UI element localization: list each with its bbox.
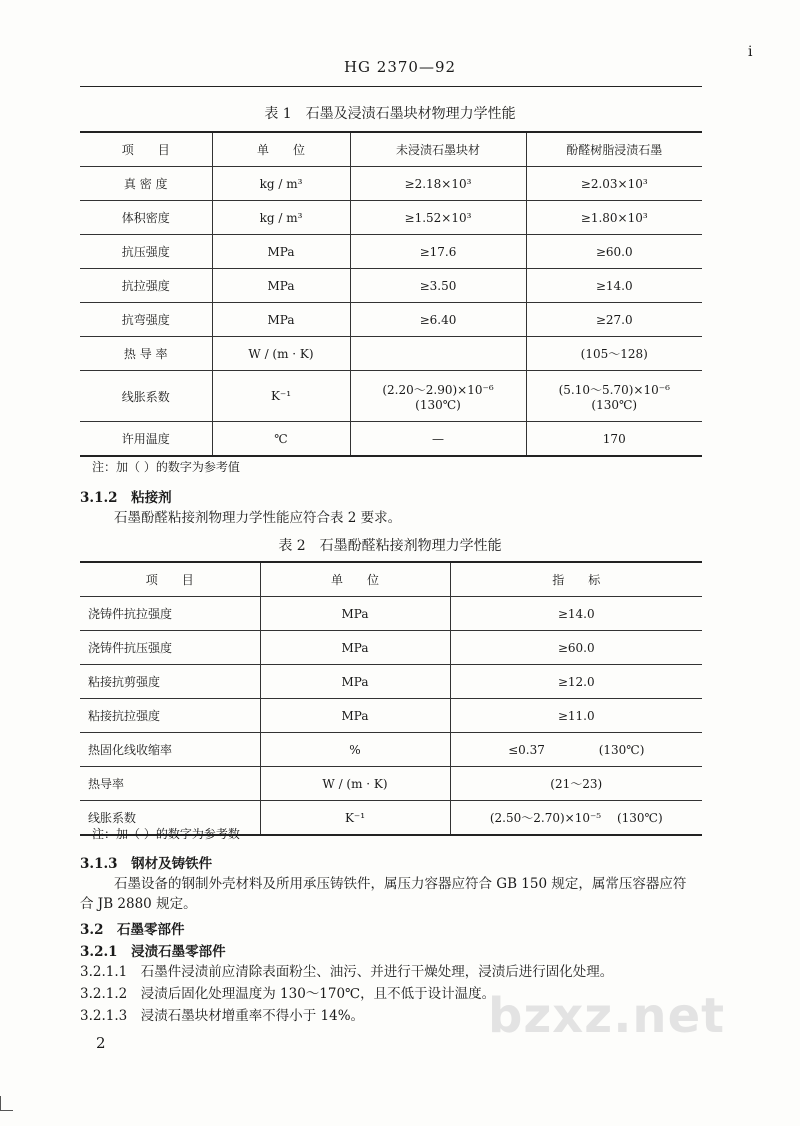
- row-value-b: ≥1.80×10³: [526, 201, 702, 235]
- row-unit: kg / m³: [212, 201, 350, 235]
- row-unit: K⁻¹: [260, 801, 450, 836]
- row-value-b: ≥2.03×10³: [526, 167, 702, 201]
- table1-col-raw: 未浸渍石墨块材: [350, 132, 526, 167]
- row-value-a: ≥17.6: [350, 235, 526, 269]
- row-value: ≥11.0: [450, 699, 702, 733]
- table-row: [80, 269, 702, 303]
- row-item: 浇铸件抗压强度: [80, 631, 260, 665]
- row-item: 抗压强度: [80, 235, 212, 269]
- value-condition: (130℃): [415, 397, 461, 412]
- clause-3-2-1-3: 3.2.1.3 浸渍石墨块材增重率不得小于 14%。: [80, 1008, 365, 1024]
- clause-3-2-1-1: 3.2.1.1 石墨件浸渍前应清除表面粉尘、油污、并进行干燥处理，浸渍后进行固化处理。: [80, 964, 614, 980]
- value-range: (2.20～2.90)×10⁻⁶: [382, 382, 494, 397]
- row-unit: MPa: [260, 631, 450, 665]
- section-3-1-2-text: 石墨酚醛粘接剂物理力学性能应符合表 2 要求。: [114, 510, 402, 526]
- row-item: 热导率: [80, 767, 260, 801]
- row-value: (21～23): [450, 767, 702, 801]
- section-3-1-2-title: 3.1.2 粘接剂: [80, 490, 172, 506]
- table-row: [80, 631, 702, 665]
- row-item: 热 导 率: [80, 337, 212, 371]
- row-item: 线胀系数: [80, 801, 260, 836]
- table-row: [80, 665, 702, 699]
- row-item: 抗弯强度: [80, 303, 212, 337]
- row-value: ≥14.0: [450, 597, 702, 631]
- table-row: [80, 235, 702, 269]
- table-row: [80, 167, 702, 201]
- table1-note: 注：加（ ）的数字为参考值: [92, 460, 240, 474]
- table-row: [80, 337, 702, 371]
- row-value-b: ≥14.0: [526, 269, 702, 303]
- row-value: ≥12.0: [450, 665, 702, 699]
- row-item: 线胀系数: [80, 371, 212, 422]
- value-main: (2.50～2.70)×10⁻⁵: [489, 811, 602, 825]
- watermark: bzxz.net: [488, 988, 726, 1044]
- table2-note: 注：加（ ）的数字为参考数: [92, 827, 240, 841]
- row-unit: MPa: [212, 303, 350, 337]
- table-row: [80, 767, 702, 801]
- section-3-1-3-title: 3.1.3 钢材及铸铁件: [80, 856, 213, 872]
- row-unit: MPa: [212, 235, 350, 269]
- row-value-a: [350, 337, 526, 371]
- table2-col-unit: 单 位: [260, 562, 450, 597]
- row-value: [450, 801, 702, 836]
- table-row: [80, 371, 702, 422]
- row-item: 热固化线收缩率: [80, 733, 260, 767]
- row-value-b: (105～128): [526, 337, 702, 371]
- value-condition: (130℃): [616, 811, 663, 825]
- corner-mark: i: [748, 44, 753, 60]
- table2: [80, 561, 702, 836]
- row-value-b: ≥60.0: [526, 235, 702, 269]
- table-row: [80, 422, 702, 457]
- row-unit: %: [260, 733, 450, 767]
- table1-header-row: [80, 132, 702, 167]
- row-value-b: [526, 371, 702, 422]
- table2-header-row: [80, 562, 702, 597]
- section-3-1-3-text-line1: 石墨设备的钢制外壳材料及所用承压铸铁件，属压力容器应符合 GB 150 规定，属常压容器应符: [114, 876, 687, 892]
- table1-col-item: 项 目: [80, 132, 212, 167]
- row-value-a: [350, 371, 526, 422]
- value-condition: (130℃): [598, 742, 645, 757]
- row-item: 体积密度: [80, 201, 212, 235]
- value-condition: (130℃): [591, 397, 638, 412]
- header-rule: [80, 86, 702, 87]
- row-value-b: 170: [526, 422, 702, 457]
- row-unit: MPa: [260, 699, 450, 733]
- table-row: [80, 699, 702, 733]
- row-item: 浇铸件抗拉强度: [80, 597, 260, 631]
- row-unit: W / (m · K): [212, 337, 350, 371]
- table-row: [80, 303, 702, 337]
- value-main: ≤0.37: [508, 742, 545, 757]
- table1: [80, 131, 702, 457]
- table1-caption: 表 1 石墨及浸渍石墨块材物理力学性能: [264, 106, 516, 122]
- row-unit: MPa: [260, 665, 450, 699]
- page-number: 2: [96, 1034, 106, 1052]
- row-value-b: ≥27.0: [526, 303, 702, 337]
- row-unit: K⁻¹: [212, 371, 350, 422]
- row-item: 许用温度: [80, 422, 212, 457]
- row-value-a: ≥6.40: [350, 303, 526, 337]
- clause-3-2-1-2: 3.2.1.2 浸渍后固化处理温度为 130～170℃，且不低于设计温度。: [80, 986, 496, 1002]
- table2-col-value: 指 标: [450, 562, 702, 597]
- table-row: [80, 597, 702, 631]
- row-unit: W / (m · K): [260, 767, 450, 801]
- table1-col-impregnated: 酚醛树脂浸渍石墨: [526, 132, 702, 167]
- row-value: [450, 733, 702, 767]
- row-unit: MPa: [260, 597, 450, 631]
- table-row: [80, 733, 702, 767]
- table-row: [80, 201, 702, 235]
- section-3-2-1-title: 3.2.1 浸渍石墨零部件: [80, 944, 226, 960]
- table1-col-unit: 单 位: [212, 132, 350, 167]
- row-item: 抗拉强度: [80, 269, 212, 303]
- row-value-a: ≥2.18×10³: [350, 167, 526, 201]
- row-unit: kg / m³: [212, 167, 350, 201]
- table2-caption: 表 2 石墨酚醛粘接剂物理力学性能: [278, 538, 502, 554]
- row-value-a: ≥1.52×10³: [350, 201, 526, 235]
- scan-corner-mark: [0, 1096, 13, 1111]
- row-value-a: —: [350, 422, 526, 457]
- row-unit: MPa: [212, 269, 350, 303]
- section-3-1-3-text-line2: 合 JB 2880 规定。: [80, 896, 197, 912]
- row-value-a: ≥3.50: [350, 269, 526, 303]
- document-header: HG 2370—92: [343, 58, 457, 76]
- table2-col-item: 项 目: [80, 562, 260, 597]
- row-item: 粘接抗剪强度: [80, 665, 260, 699]
- value-range: (5.10～5.70)×10⁻⁶: [558, 382, 670, 397]
- row-value: ≥60.0: [450, 631, 702, 665]
- row-unit: ℃: [212, 422, 350, 457]
- section-3-2-title: 3.2 石墨零部件: [80, 922, 185, 938]
- row-item: 粘接抗拉强度: [80, 699, 260, 733]
- row-item: 真 密 度: [80, 167, 212, 201]
